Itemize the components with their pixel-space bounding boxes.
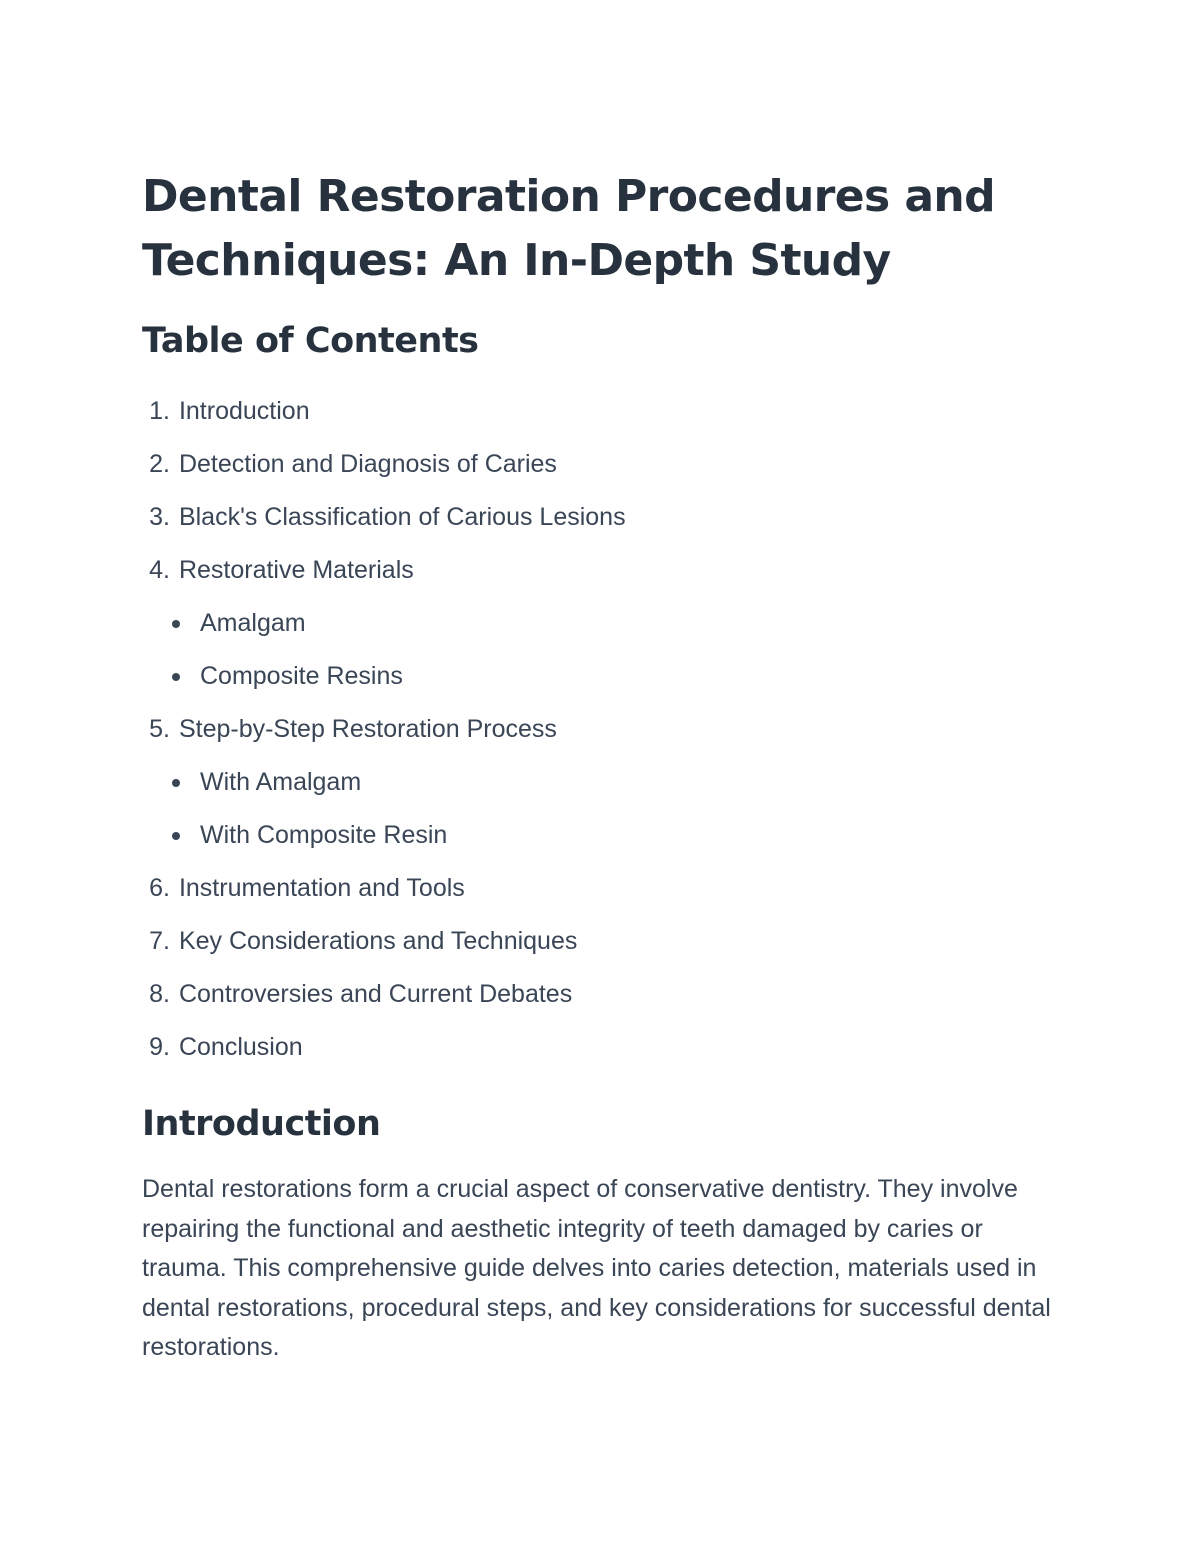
toc-number: 9. (149, 1033, 170, 1061)
document-page (142, 165, 1062, 1368)
bullet-icon (172, 832, 180, 840)
toc-item-key-considerations[interactable] (142, 915, 1062, 968)
introduction-heading: Introduction (142, 1104, 381, 1144)
toc-number: 1. (149, 397, 170, 425)
toc-number: 7. (149, 927, 170, 955)
toc-label: Step-by-Step Restoration Process (178, 715, 557, 743)
toc-number: 6. (149, 874, 170, 902)
toc-label: Black's Classification of Carious Lesions (178, 503, 626, 531)
toc-item-classification[interactable] (142, 491, 1062, 544)
toc-subitem-with-composite-resin[interactable] (142, 809, 1062, 862)
toc-item-process[interactable] (142, 703, 1062, 756)
toc-item-conclusion[interactable] (142, 1021, 1062, 1074)
toc-sublabel: Composite Resins (200, 662, 403, 690)
toc-sublabel: With Amalgam (200, 768, 362, 796)
toc-number: 2. (149, 450, 170, 478)
toc-subitem-composite-resins[interactable] (142, 650, 1062, 703)
toc-label: Key Considerations and Techniques (178, 927, 578, 955)
toc-number: 5. (149, 715, 170, 743)
toc-number: 8. (149, 980, 170, 1008)
toc-label: Controversies and Current Debates (178, 980, 573, 1008)
toc-subitem-with-amalgam[interactable] (142, 756, 1062, 809)
toc-item-detection[interactable] (142, 438, 1062, 491)
toc-sublabel: Amalgam (200, 609, 306, 637)
toc-number: 4. (149, 556, 170, 584)
toc-subgroup-materials (142, 597, 1062, 703)
toc-item-controversies[interactable] (142, 968, 1062, 1021)
bullet-icon (172, 673, 180, 681)
toc-item-instrumentation[interactable] (142, 862, 1062, 915)
toc-item-materials[interactable] (142, 544, 1062, 597)
bullet-icon (172, 779, 180, 787)
toc-heading: Table of Contents (142, 321, 479, 361)
toc-sublabel: With Composite Resin (200, 821, 448, 849)
toc-item-introduction[interactable] (142, 385, 1062, 438)
toc-label: Conclusion (178, 1033, 303, 1061)
introduction-paragraph: Dental restorations form a crucial aspect of conservative dentistry. They involve repairing the functional and aesthetic integrity of teeth damaged by caries or trauma. This comprehensive guide delves into caries detection, materials used in dental restorations, procedural steps, and key considerations for successful dental restorations. (142, 1175, 1051, 1361)
document-title: Dental Restoration Procedures and Techniques: An In-Depth Study (142, 171, 996, 286)
toc-number: 3. (149, 503, 170, 531)
toc-label: Introduction (178, 397, 310, 425)
toc-subgroup-process (142, 756, 1062, 862)
bullet-icon (172, 620, 180, 628)
toc-label: Detection and Diagnosis of Caries (178, 450, 557, 478)
table-of-contents (142, 385, 1062, 1074)
toc-label: Instrumentation and Tools (178, 874, 465, 902)
toc-subitem-amalgam[interactable] (142, 597, 1062, 650)
toc-label: Restorative Materials (178, 556, 414, 584)
